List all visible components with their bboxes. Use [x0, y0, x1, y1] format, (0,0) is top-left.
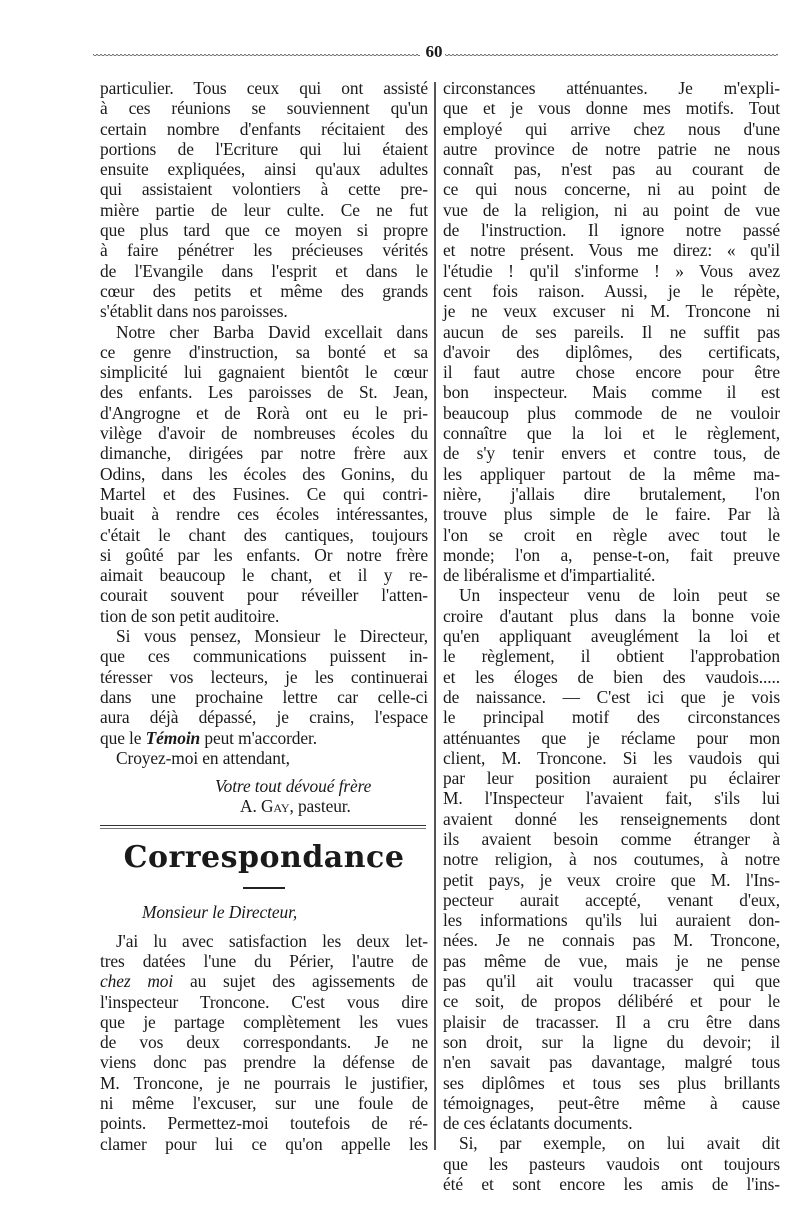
text-line: chez moi au sujet des agissements de [100, 971, 428, 992]
text-line: atténuantes que je réclame pour mon [443, 727, 780, 748]
publication-name: Témoin [145, 727, 201, 748]
text-line: de ces éclatants documents. [443, 1113, 633, 1134]
text-line: que les pasteurs vaudois ont toujours [443, 1153, 780, 1174]
text-line: pas qu'il ait voulu tracasser qui que [443, 971, 780, 992]
text-line: les appliquer partout de la même ma- [443, 463, 780, 484]
text-line: cent fois raison. Aussi, je le répète, [443, 280, 780, 301]
text-line: ses diplômes et tous ses plus brillants [443, 1072, 780, 1093]
text-line: ensuite expliquées, ainsi qu'aux adultes [100, 159, 428, 180]
paragraph [443, 1133, 780, 1194]
signature-name: A. Gay, pasteur. [240, 796, 351, 817]
text-line: l'on se croit en règle avec tout le [443, 524, 780, 545]
text-line: avaient donné les renseignements dont [443, 808, 780, 829]
text-line: notre religion, à nos coutumes, à notre [443, 849, 780, 870]
text-line: nière, j'allais dire brutalement, l'on [443, 483, 780, 504]
paragraph [443, 78, 780, 585]
text-line: téresser vos lecteurs, je les continuerai [100, 666, 428, 687]
text-line: ce soit, de propos délibéré et pour le [443, 991, 780, 1012]
text-line: dimanche, dirigées par notre frère aux [100, 443, 428, 464]
text-line: si goûté par les enfants. Or notre frère [100, 544, 428, 565]
left-column [100, 78, 428, 1154]
text-line: de vos deux correspondants. Je ne [100, 1032, 428, 1053]
text-line: le principal motif des circonstances [443, 707, 780, 728]
right-column [443, 78, 780, 1194]
text-line: tres datées l'une du Périer, l'autre de [100, 950, 428, 971]
text-line: bon inspecteur. Mais comme il est [443, 382, 780, 403]
text-line: n'en savait pas davantage, malgré tous [443, 1052, 780, 1073]
text-line: pas même de vue, mais je ne pense [443, 950, 780, 971]
text-line: ni même l'excuser, sur une foule de [100, 1093, 428, 1114]
text-line: points. Permettez-moi toutefois de ré- [100, 1113, 428, 1134]
text-line: aucun de ses pareils. Il ne suffit pas [443, 321, 780, 342]
signature-block [100, 776, 428, 817]
text-line: vue de la religion, ni au point de vue [443, 199, 780, 220]
text-line: été et sont encore les amis de l'ins- [443, 1174, 780, 1195]
text-line: qu'en appliquant aveuglément la loi et [443, 626, 780, 647]
text-line: vilège d'avoir de nombreuses écoles du [100, 423, 428, 444]
text-line: plaisir de tracasser. Il a cru être dans [443, 1011, 780, 1032]
text-line: et les éloges de bien des vaudois..... [443, 666, 780, 687]
salutation: Monsieur le Directeur, [142, 901, 298, 922]
text-line: portions de l'Ecriture qui lui étaient [100, 138, 428, 159]
text-line: M. Troncone, je ne pourrais le justifier, [100, 1072, 428, 1093]
text-line: employé qui arrive chez nous d'une [443, 118, 780, 139]
text-line: le règlement, il obtient l'approbation [443, 646, 780, 667]
text-line: Si, par exemple, on lui avait dit [459, 1133, 780, 1154]
text-line: et notre présent. Vous me direz: « qu'il [443, 240, 780, 261]
text-line: courait souvent pour réveiller l'atten- [100, 585, 428, 606]
text-line: d'Angrogne et de Rorà ont eu le pri- [100, 402, 428, 423]
text-line: à ces réunions se souviennent qu'un [100, 98, 428, 119]
text-line: pecteur aurait accepté, venant d'eux, [443, 889, 780, 910]
text-line: de s'y tenir envers et contre tous, de [443, 443, 780, 464]
text-line: de naissance. — C'est ici que je vois [443, 686, 780, 707]
text-line: témoignages, peut-être même à cause [443, 1092, 780, 1113]
text-line: Martel et des Fusines. Ce qui contri- [100, 483, 428, 504]
text-line: des enfants. Les paroisses de St. Jean, [100, 382, 428, 403]
text-line: trouve plus simple de le faire. Par là [443, 504, 780, 525]
text-line: certain nombre d'enfants récitaient des [100, 118, 428, 139]
text-line: aimait beaucoup le chant, et il y re- [100, 565, 428, 586]
page-number: 60 [425, 42, 443, 61]
text-line: dans une prochaine lettre car celle-ci [100, 686, 428, 707]
text-line: buait à rendre ces écoles intéressantes, [100, 504, 428, 525]
paragraph [100, 78, 428, 322]
text-line: M. l'Inspecteur l'avaient fait, s'ils lui [443, 788, 780, 809]
paragraph [100, 931, 428, 1154]
text-line: connaître que la loi et le règlement, [443, 423, 780, 444]
paragraph [100, 626, 428, 768]
text-line: beaucoup plus commode de ne vouloir [443, 402, 780, 423]
text-line: d'avoir des diplômes, des certificats, [443, 341, 780, 362]
text-line: petit pays, je veux croire que M. l'Ins- [443, 869, 780, 890]
text-line: l'étudie ! qu'il s'informe ! » Vous avez [443, 260, 780, 281]
text-line: J'ai lu avec satisfaction les deux let- [116, 930, 428, 951]
text-line: ce genre d'instruction, sa bonté et sa [100, 341, 428, 362]
title-underline-rule [243, 887, 285, 889]
text-line: Notre cher Barba David excellait dans [116, 321, 428, 342]
text-line: Si vous pensez, Monsieur le Directeur, [116, 626, 428, 647]
text-line: à faire pénétrer les précieuses vérités [100, 240, 428, 261]
page-header [93, 44, 778, 68]
section-title: Correspondance [123, 839, 405, 875]
header-ornament-right [445, 54, 778, 58]
text-line: circonstances atténuantes. Je m'expli- [443, 78, 780, 98]
text-line: que le Témoin peut m'accorder. [100, 727, 317, 748]
text-line: c'était le chant des cantiques, toujours [100, 524, 428, 545]
signature-valediction: Votre tout dévoué frère [215, 776, 372, 797]
text-line: l'inspecteur Troncone. C'est vous dire [100, 991, 428, 1012]
text-line: de l'instruction. Il ignore notre passé [443, 220, 780, 241]
text-line: que plus tard que ce moyen si propre [100, 220, 428, 241]
text-line: monde; l'on a, pense-t-on, fait preuve [443, 544, 780, 565]
text-line: client, M. Troncone. Si les vaudois qui [443, 747, 780, 768]
text-line: de l'Evangile dans l'esprit et dans le [100, 260, 428, 281]
closing-line: Croyez-moi en attendant, [116, 747, 290, 768]
text-line: connaît pas, n'est pas au courant de [443, 159, 780, 180]
text-line: autre province de notre patrie ne nous [443, 138, 780, 159]
text-line: clamer pour lui ce qu'on appelle les [100, 1133, 428, 1154]
text-line: s'établit dans nos paroisses. [100, 301, 288, 322]
text-line: mière partie de leur culte. Ce ne fut [100, 199, 428, 220]
column-divider [434, 82, 436, 1150]
section-separator-rule [100, 825, 426, 829]
text-line: je ne veux excuser ni M. Troncone ni [443, 301, 780, 322]
text-line: particulier. Tous ceux qui ont assisté [100, 78, 428, 98]
text-line: croire d'autant plus dans la bonne voie [443, 605, 780, 626]
header-ornament-left [93, 54, 420, 58]
text-line: que je partage complètement les vues [100, 1011, 428, 1032]
text-line: cœur des petits et même des grands [100, 280, 428, 301]
text-line: ils avaient besoin comme étranger à [443, 828, 780, 849]
text-line: aura déjà dépassé, je crains, l'espace [100, 707, 428, 728]
text-line: que et je vous donne mes motifs. Tout [443, 98, 780, 119]
text-line: il faut autre chose encore pour être [443, 362, 780, 383]
text-line: les informations qu'ils lui auraient don- [443, 910, 780, 931]
text-line: nées. Je ne connais pas M. Troncone, [443, 930, 780, 951]
text-line: Un inspecteur venu de loin peut se [459, 585, 780, 606]
text-line: qui assistaient volontiers à cette pre- [100, 179, 428, 200]
paragraph [443, 585, 780, 1133]
text-line: simplicité lui gagnaient bientôt le cœur [100, 362, 428, 383]
text-line: son droit, sur la ligne du devoir; il [443, 1031, 780, 1052]
text-line: Odins, dans les écoles des Gonins, du [100, 463, 428, 484]
text-line: tion de son petit auditoire. [100, 605, 280, 626]
paragraph [100, 322, 428, 626]
text-line: de libéralisme et d'impartialité. [443, 565, 656, 586]
text-line: ce qui nous concerne, ni au point de [443, 179, 780, 200]
text-line: viens donc pas prendre la défense de [100, 1052, 428, 1073]
text-line: que ces communications puissent in- [100, 646, 428, 667]
text-line: par leur position auraient pu éclairer [443, 768, 780, 789]
